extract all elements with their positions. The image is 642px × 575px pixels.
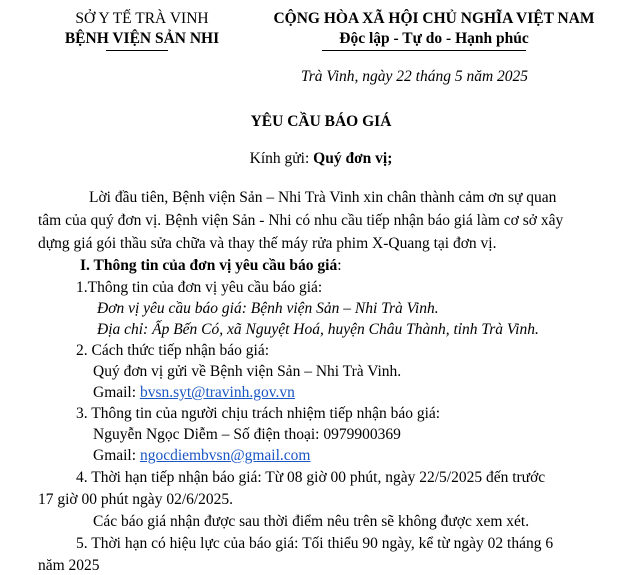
intro-line-2: tâm của quý đơn vị. Bệnh viện Sản - Nhi có nhu cầu tiếp nhận báo giá làm cơ sở xây: [38, 212, 564, 229]
item2-gmail-label: Gmail:: [93, 384, 140, 401]
item3-title: 3. Thông tin của người chịu trách nhiệm tiếp nhận báo giá:: [76, 405, 441, 422]
item2-title: 2. Cách thức tiếp nhận báo giá:: [76, 342, 270, 359]
greeting: [0, 150, 642, 168]
greeting-recipient: Quý đơn vị;: [313, 150, 393, 167]
item1-unit: Đơn vị yêu cầu báo giá: Bệnh viện Sản – Nhi Trà Vinh.: [97, 300, 439, 317]
intro-line-1: Lời đầu tiên, Bệnh viện Sản – Nhi Trà Vinh xin chân thành cảm ơn sự quan: [89, 189, 557, 206]
hospital-name: BỆNH VIỆN SẢN NHI: [64, 30, 220, 47]
left-header-underline: [106, 50, 168, 51]
item3-person: Nguyễn Ngọc Diễm – Số điện thoại: 0979900369: [93, 426, 401, 443]
item5-line-2: năm 2025: [38, 557, 100, 574]
national-title: CỘNG HÒA XÃ HỘI CHỦ NGHĨA VIỆT NAM: [273, 10, 595, 27]
document-date: Trà Vinh, ngày 22 tháng 5 năm 2025: [301, 68, 529, 85]
item4-line-2: 17 giờ 00 phút ngày 02/6/2025.: [38, 491, 234, 508]
section-heading: [80, 257, 342, 275]
intro-line-3: dựng giá gói thầu sửa chữa và thay thế máy rửa phim X-Quang tại đơn vị.: [38, 235, 497, 252]
department-name: SỞ Y TẾ TRÀ VINH: [75, 10, 209, 27]
item1-address: Địa chỉ: Ấp Bến Có, xã Nguyệt Hoá, huyện Châu Thành, tỉnh Trà Vinh.: [97, 321, 539, 338]
item2-gmail-row: [93, 384, 295, 402]
national-motto: Độc lập - Tự do - Hạnh phúc: [339, 30, 529, 47]
item4-note: Các báo giá nhận được sau thời điểm nêu trên sẽ không được xem xét.: [93, 513, 530, 530]
item2-text: Quý đơn vị gửi về Bệnh viện Sản – Nhi Trà Vinh.: [93, 363, 402, 380]
item4-line-1: 4. Thời hạn tiếp nhận báo giá: Từ 08 giờ 00 phút, ngày 22/5/2025 đến trước: [76, 469, 546, 486]
item5-line-1: 5. Thời hạn có hiệu lực của báo giá: Tối thiểu 90 ngày, kể từ ngày 02 tháng 6: [76, 535, 554, 552]
item3-gmail-link[interactable]: ngocdiembvsn@gmail.com: [139, 447, 311, 464]
section-heading-colon: :: [337, 257, 342, 274]
item3-gmail-row: [93, 447, 310, 465]
motto-underline: [322, 50, 526, 51]
document-title: YÊU CẦU BÁO GIÁ: [250, 113, 392, 130]
section-heading-text: I. Thông tin của đơn vị yêu cầu báo giá: [80, 257, 338, 274]
item2-gmail-link[interactable]: bvsn.syt@travinh.gov.vn: [139, 384, 295, 401]
greeting-prefix: Kính gửi:: [249, 150, 314, 167]
item1-title: 1.Thông tin của đơn vị yêu cầu báo giá:: [76, 279, 323, 296]
item3-gmail-label: Gmail:: [93, 447, 140, 464]
